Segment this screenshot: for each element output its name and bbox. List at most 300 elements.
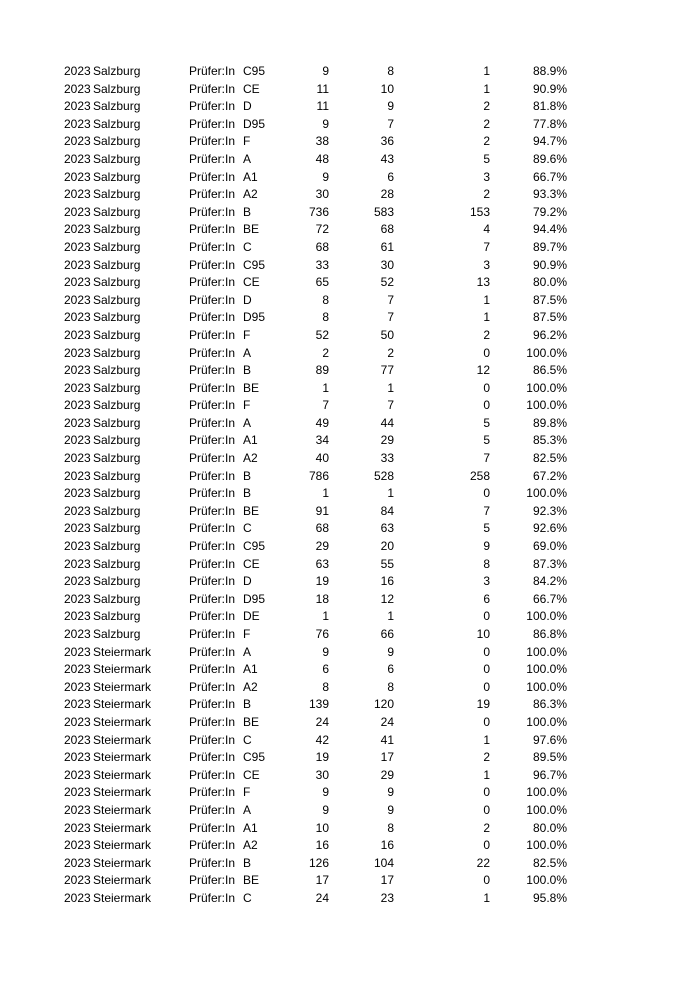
failed-count-cell: 3	[483, 257, 490, 272]
total-count-cell: 40	[315, 451, 329, 466]
failed-count-cell: 0	[483, 486, 490, 501]
year-cell: 2023	[64, 169, 91, 184]
year-cell: 2023	[64, 785, 91, 800]
pass-rate-cell: 100.0%	[526, 644, 567, 659]
year-cell: 2023	[64, 838, 91, 853]
pass-rate-cell: 66.7%	[532, 169, 567, 184]
pass-rate-cell: 100.0%	[526, 714, 567, 729]
passed-count-cell: 1	[387, 609, 394, 624]
pass-rate-cell: 100.0%	[526, 838, 567, 853]
license-class-cell: A1	[243, 820, 258, 835]
region-cell: Salzburg	[93, 327, 141, 342]
table-row	[0, 538, 700, 556]
year-cell: 2023	[64, 257, 91, 272]
pass-rate-cell: 100.0%	[526, 662, 567, 677]
region-cell: Steiermark	[93, 873, 152, 888]
failed-count-cell: 0	[483, 644, 490, 659]
data-table	[0, 63, 700, 908]
license-class-cell: B	[243, 468, 252, 483]
region-cell: Salzburg	[93, 503, 141, 518]
license-class-cell: BE	[243, 873, 260, 888]
table-row	[0, 380, 700, 398]
year-cell: 2023	[64, 81, 91, 96]
failed-count-cell: 0	[483, 838, 490, 853]
role-cell: Prüfer:In	[189, 644, 236, 659]
failed-count-cell: 258	[469, 468, 490, 483]
pass-rate-cell: 90.9%	[532, 81, 567, 96]
year-cell: 2023	[64, 873, 91, 888]
pass-rate-cell: 90.9%	[532, 257, 567, 272]
region-cell: Steiermark	[93, 732, 152, 747]
pass-rate-cell: 84.2%	[532, 574, 567, 589]
role-cell: Prüfer:In	[189, 310, 236, 325]
table-row	[0, 784, 700, 802]
role-cell: Prüfer:In	[189, 855, 236, 870]
year-cell: 2023	[64, 855, 91, 870]
role-cell: Prüfer:In	[189, 873, 236, 888]
failed-count-cell: 1	[483, 890, 490, 905]
total-count-cell: 19	[315, 574, 329, 589]
table-row	[0, 820, 700, 838]
passed-count-cell: 55	[380, 556, 394, 571]
table-row	[0, 204, 700, 222]
table-row	[0, 450, 700, 468]
pass-rate-cell: 94.7%	[532, 134, 567, 149]
year-cell: 2023	[64, 820, 91, 835]
region-cell: Salzburg	[93, 239, 141, 254]
total-count-cell: 65	[315, 275, 329, 290]
passed-count-cell: 41	[380, 732, 394, 747]
total-count-cell: 24	[315, 890, 329, 905]
passed-count-cell: 24	[380, 714, 394, 729]
license-class-cell: A	[243, 802, 252, 817]
license-class-cell: BE	[243, 222, 260, 237]
region-cell: Salzburg	[93, 275, 141, 290]
passed-count-cell: 6	[387, 662, 394, 677]
license-class-cell: C	[243, 890, 252, 905]
role-cell: Prüfer:In	[189, 64, 236, 78]
year-cell: 2023	[64, 415, 91, 430]
region-cell: Steiermark	[93, 750, 152, 765]
total-count-cell: 786	[308, 468, 329, 483]
table-row	[0, 345, 700, 363]
failed-count-cell: 1	[483, 732, 490, 747]
year-cell: 2023	[64, 292, 91, 307]
passed-count-cell: 1	[387, 486, 394, 501]
pass-rate-cell: 96.2%	[532, 327, 567, 342]
total-count-cell: 1	[322, 380, 329, 395]
pass-rate-cell: 100.0%	[526, 679, 567, 694]
failed-count-cell: 22	[476, 855, 490, 870]
role-cell: Prüfer:In	[189, 697, 236, 712]
passed-count-cell: 66	[380, 627, 394, 641]
region-cell: Salzburg	[93, 556, 141, 571]
passed-count-cell: 2	[387, 345, 394, 360]
passed-count-cell: 8	[387, 820, 394, 835]
license-class-cell: D	[243, 574, 252, 589]
region-cell: Salzburg	[93, 292, 141, 307]
failed-count-cell: 5	[483, 521, 490, 536]
role-cell: Prüfer:In	[189, 732, 236, 747]
role-cell: Prüfer:In	[189, 451, 236, 466]
year-cell: 2023	[64, 486, 91, 501]
total-count-cell: 16	[315, 838, 329, 853]
table-row	[0, 556, 700, 574]
total-count-cell: 126	[308, 855, 329, 870]
passed-count-cell: 84	[380, 503, 394, 518]
pass-rate-cell: 81.8%	[532, 99, 567, 114]
total-count-cell: 30	[315, 767, 329, 782]
pass-rate-cell: 88.9%	[532, 64, 567, 78]
pass-rate-cell: 100.0%	[526, 486, 567, 501]
failed-count-cell: 19	[476, 697, 490, 712]
passed-count-cell: 104	[373, 855, 394, 870]
region-cell: Salzburg	[93, 99, 141, 114]
region-cell: Steiermark	[93, 767, 152, 782]
total-count-cell: 18	[315, 591, 329, 606]
total-count-cell: 24	[315, 714, 329, 729]
license-class-cell: BE	[243, 503, 260, 518]
role-cell: Prüfer:In	[189, 204, 236, 219]
role-cell: Prüfer:In	[189, 275, 236, 290]
failed-count-cell: 4	[483, 222, 490, 237]
passed-count-cell: 61	[380, 239, 394, 254]
license-class-cell: D95	[243, 116, 266, 131]
passed-count-cell: 10	[380, 81, 394, 96]
year-cell: 2023	[64, 627, 91, 641]
total-count-cell: 91	[315, 503, 329, 518]
total-count-cell: 8	[322, 679, 329, 694]
year-cell: 2023	[64, 327, 91, 342]
region-cell: Salzburg	[93, 415, 141, 430]
year-cell: 2023	[64, 398, 91, 413]
passed-count-cell: 50	[380, 327, 394, 342]
table-row	[0, 661, 700, 679]
passed-count-cell: 23	[380, 890, 394, 905]
role-cell: Prüfer:In	[189, 750, 236, 765]
failed-count-cell: 5	[483, 433, 490, 448]
year-cell: 2023	[64, 134, 91, 149]
license-class-cell: A1	[243, 433, 258, 448]
year-cell: 2023	[64, 363, 91, 378]
failed-count-cell: 0	[483, 714, 490, 729]
table-row	[0, 608, 700, 626]
license-class-cell: F	[243, 785, 251, 800]
table-row	[0, 696, 700, 714]
passed-count-cell: 52	[380, 275, 394, 290]
region-cell: Salzburg	[93, 398, 141, 413]
table-row	[0, 98, 700, 116]
year-cell: 2023	[64, 222, 91, 237]
year-cell: 2023	[64, 204, 91, 219]
passed-count-cell: 528	[373, 468, 394, 483]
region-cell: Salzburg	[93, 363, 141, 378]
role-cell: Prüfer:In	[189, 574, 236, 589]
license-class-cell: B	[243, 697, 252, 712]
year-cell: 2023	[64, 345, 91, 360]
pass-rate-cell: 100.0%	[526, 802, 567, 817]
total-count-cell: 38	[315, 134, 329, 149]
table-row	[0, 591, 700, 609]
passed-count-cell: 43	[380, 151, 394, 166]
failed-count-cell: 1	[483, 310, 490, 325]
region-cell: Salzburg	[93, 134, 141, 149]
year-cell: 2023	[64, 697, 91, 712]
role-cell: Prüfer:In	[189, 433, 236, 448]
total-count-cell: 11	[316, 81, 329, 96]
region-cell: Salzburg	[93, 574, 141, 589]
license-class-cell: D95	[243, 310, 266, 325]
total-count-cell: 139	[308, 697, 329, 712]
pass-rate-cell: 100.0%	[526, 873, 567, 888]
total-count-cell: 52	[315, 327, 329, 342]
table-row	[0, 679, 700, 697]
pass-rate-cell: 96.7%	[532, 767, 567, 782]
passed-count-cell: 68	[380, 222, 394, 237]
region-cell: Salzburg	[93, 81, 141, 96]
region-cell: Salzburg	[93, 627, 141, 641]
role-cell: Prüfer:In	[189, 99, 236, 114]
pass-rate-cell: 94.4%	[532, 222, 567, 237]
failed-count-cell: 13	[476, 275, 490, 290]
year-cell: 2023	[64, 644, 91, 659]
license-class-cell: C	[243, 521, 252, 536]
failed-count-cell: 7	[483, 451, 490, 466]
table-row	[0, 872, 700, 890]
table-row	[0, 837, 700, 855]
region-cell: Salzburg	[93, 591, 141, 606]
total-count-cell: 6	[322, 662, 329, 677]
pass-rate-cell: 66.7%	[532, 591, 567, 606]
role-cell: Prüfer:In	[189, 802, 236, 817]
failed-count-cell: 10	[476, 627, 490, 641]
pass-rate-cell: 87.5%	[532, 292, 567, 307]
failed-count-cell: 7	[483, 239, 490, 254]
passed-count-cell: 77	[380, 363, 394, 378]
failed-count-cell: 0	[483, 802, 490, 817]
passed-count-cell: 583	[373, 204, 394, 219]
total-count-cell: 8	[322, 310, 329, 325]
total-count-cell: 2	[322, 345, 329, 360]
region-cell: Salzburg	[93, 169, 141, 184]
passed-count-cell: 8	[387, 679, 394, 694]
year-cell: 2023	[64, 64, 91, 78]
region-cell: Salzburg	[93, 433, 141, 448]
license-class-cell: A	[243, 644, 252, 659]
total-count-cell: 1	[322, 609, 329, 624]
year-cell: 2023	[64, 99, 91, 114]
license-class-cell: CE	[243, 81, 260, 96]
role-cell: Prüfer:In	[189, 292, 236, 307]
table-row	[0, 485, 700, 503]
year-cell: 2023	[64, 310, 91, 325]
total-count-cell: 10	[315, 820, 329, 835]
total-count-cell: 9	[322, 116, 329, 131]
failed-count-cell: 3	[483, 574, 490, 589]
role-cell: Prüfer:In	[189, 820, 236, 835]
table-row	[0, 520, 700, 538]
year-cell: 2023	[64, 732, 91, 747]
total-count-cell: 42	[315, 732, 329, 747]
table-row	[0, 573, 700, 591]
pass-rate-cell: 100.0%	[526, 398, 567, 413]
passed-count-cell: 7	[387, 398, 394, 413]
table-row	[0, 749, 700, 767]
license-class-cell: A	[243, 345, 252, 360]
license-class-cell: BE	[243, 380, 260, 395]
role-cell: Prüfer:In	[189, 539, 236, 554]
role-cell: Prüfer:In	[189, 398, 236, 413]
passed-count-cell: 16	[380, 838, 394, 853]
license-class-cell: C95	[243, 750, 266, 765]
year-cell: 2023	[64, 574, 91, 589]
role-cell: Prüfer:In	[189, 116, 236, 131]
role-cell: Prüfer:In	[189, 151, 236, 166]
year-cell: 2023	[64, 239, 91, 254]
pass-rate-cell: 93.3%	[532, 187, 567, 202]
year-cell: 2023	[64, 451, 91, 466]
failed-count-cell: 0	[483, 609, 490, 624]
passed-count-cell: 8	[387, 64, 394, 78]
failed-count-cell: 1	[483, 767, 490, 782]
region-cell: Salzburg	[93, 539, 141, 554]
year-cell: 2023	[64, 116, 91, 131]
total-count-cell: 9	[322, 785, 329, 800]
passed-count-cell: 44	[380, 415, 394, 430]
passed-count-cell: 1	[387, 380, 394, 395]
failed-count-cell: 2	[483, 116, 490, 131]
region-cell: Steiermark	[93, 890, 152, 905]
passed-count-cell: 33	[380, 451, 394, 466]
total-count-cell: 9	[322, 644, 329, 659]
pass-rate-cell: 86.8%	[532, 627, 567, 641]
role-cell: Prüfer:In	[189, 503, 236, 518]
pass-rate-cell: 69.0%	[532, 539, 567, 554]
year-cell: 2023	[64, 591, 91, 606]
table-row	[0, 327, 700, 345]
passed-count-cell: 20	[380, 539, 394, 554]
passed-count-cell: 63	[380, 521, 394, 536]
license-class-cell: D	[243, 292, 252, 307]
failed-count-cell: 2	[483, 99, 490, 114]
region-cell: Salzburg	[93, 380, 141, 395]
passed-count-cell: 9	[387, 802, 394, 817]
role-cell: Prüfer:In	[189, 486, 236, 501]
license-class-cell: A	[243, 151, 252, 166]
failed-count-cell: 1	[483, 64, 490, 78]
failed-count-cell: 3	[483, 169, 490, 184]
region-cell: Salzburg	[93, 609, 141, 624]
role-cell: Prüfer:In	[189, 327, 236, 342]
year-cell: 2023	[64, 187, 91, 202]
passed-count-cell: 7	[387, 116, 394, 131]
region-cell: Steiermark	[93, 785, 152, 800]
region-cell: Steiermark	[93, 838, 152, 853]
pass-rate-cell: 100.0%	[526, 785, 567, 800]
total-count-cell: 29	[315, 539, 329, 554]
license-class-cell: A1	[243, 169, 258, 184]
table-row	[0, 855, 700, 873]
total-count-cell: 8	[322, 292, 329, 307]
role-cell: Prüfer:In	[189, 380, 236, 395]
region-cell: Salzburg	[93, 222, 141, 237]
pass-rate-cell: 86.5%	[532, 363, 567, 378]
failed-count-cell: 2	[483, 134, 490, 149]
total-count-cell: 48	[315, 151, 329, 166]
failed-count-cell: 2	[483, 327, 490, 342]
failed-count-cell: 7	[483, 503, 490, 518]
total-count-cell: 1	[322, 486, 329, 501]
pass-rate-cell: 100.0%	[526, 345, 567, 360]
role-cell: Prüfer:In	[189, 556, 236, 571]
year-cell: 2023	[64, 802, 91, 817]
license-class-cell: F	[243, 327, 251, 342]
region-cell: Salzburg	[93, 187, 141, 202]
region-cell: Steiermark	[93, 644, 152, 659]
license-class-cell: D95	[243, 591, 266, 606]
region-cell: Steiermark	[93, 662, 152, 677]
passed-count-cell: 36	[380, 134, 394, 149]
role-cell: Prüfer:In	[189, 468, 236, 483]
license-class-cell: D	[243, 99, 252, 114]
total-count-cell: 30	[315, 187, 329, 202]
table-row	[0, 890, 700, 908]
region-cell: Salzburg	[93, 345, 141, 360]
total-count-cell: 11	[316, 99, 329, 114]
license-class-cell: A2	[243, 679, 258, 694]
license-class-cell: A2	[243, 451, 258, 466]
pass-rate-cell: 80.0%	[532, 820, 567, 835]
failed-count-cell: 9	[483, 539, 490, 554]
year-cell: 2023	[64, 714, 91, 729]
total-count-cell: 19	[315, 750, 329, 765]
table-row	[0, 468, 700, 486]
license-class-cell: B	[243, 363, 252, 378]
year-cell: 2023	[64, 151, 91, 166]
pass-rate-cell: 85.3%	[532, 433, 567, 448]
role-cell: Prüfer:In	[189, 521, 236, 536]
license-class-cell: A2	[243, 838, 258, 853]
table-row	[0, 802, 700, 820]
year-cell: 2023	[64, 767, 91, 782]
year-cell: 2023	[64, 556, 91, 571]
year-cell: 2023	[64, 662, 91, 677]
table-row	[0, 151, 700, 169]
role-cell: Prüfer:In	[189, 591, 236, 606]
pass-rate-cell: 86.3%	[532, 697, 567, 712]
role-cell: Prüfer:In	[189, 363, 236, 378]
license-class-cell: A	[243, 415, 252, 430]
table-row	[0, 626, 700, 644]
failed-count-cell: 2	[483, 187, 490, 202]
role-cell: Prüfer:In	[189, 415, 236, 430]
table-row	[0, 309, 700, 327]
pass-rate-cell: 82.5%	[532, 855, 567, 870]
total-count-cell: 736	[308, 204, 329, 219]
year-cell: 2023	[64, 679, 91, 694]
failed-count-cell: 1	[483, 292, 490, 307]
passed-count-cell: 120	[373, 697, 394, 712]
year-cell: 2023	[64, 609, 91, 624]
pass-rate-cell: 100.0%	[526, 609, 567, 624]
total-count-cell: 9	[322, 169, 329, 184]
failed-count-cell: 2	[483, 820, 490, 835]
license-class-cell: C95	[243, 257, 266, 272]
role-cell: Prüfer:In	[189, 257, 236, 272]
failed-count-cell: 0	[483, 398, 490, 413]
license-class-cell: F	[243, 134, 251, 149]
region-cell: Steiermark	[93, 714, 152, 729]
